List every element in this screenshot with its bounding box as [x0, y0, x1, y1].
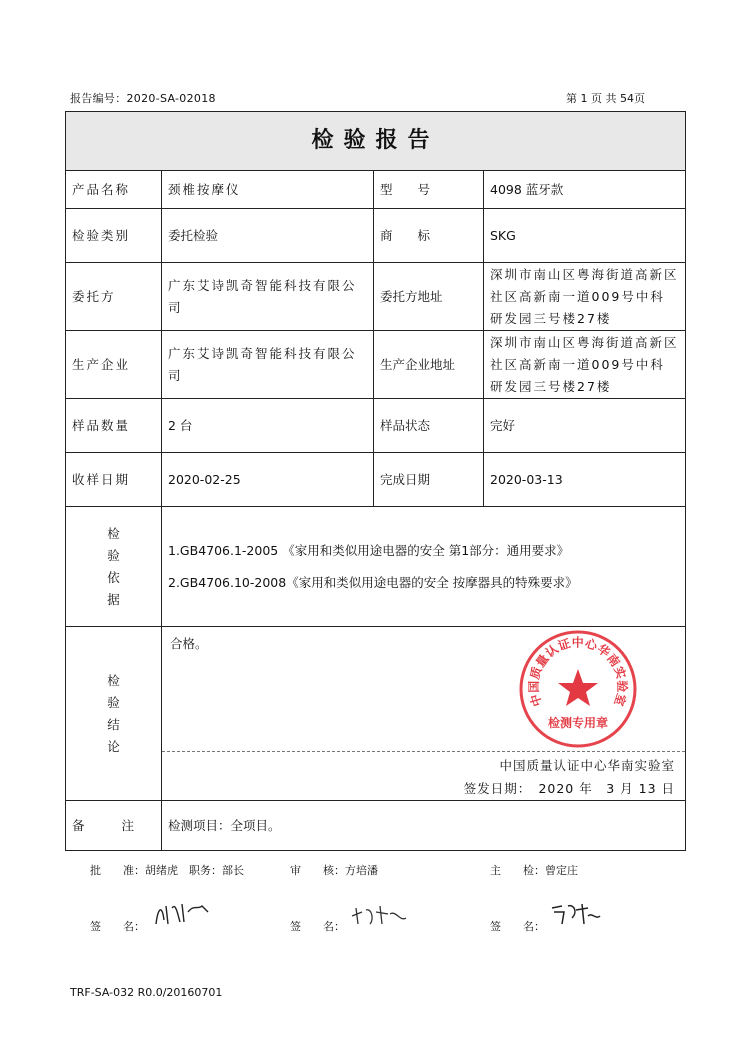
model-label: 型 号: [374, 171, 484, 209]
client-label: 委托方: [66, 263, 162, 331]
brand-label: 商 标: [374, 209, 484, 263]
client-value: 广东艾诗凯奇智能科技有限公司: [162, 263, 374, 331]
basis-item: 1.GB4706.1-2005 《家用和类似用途电器的安全 第1部分：通用要求》: [168, 542, 570, 558]
maker-address-value: 深圳市南山区粤海街道高新区社区高新南一道009号中科研发园三号楼27楼: [484, 331, 686, 399]
model-value: 4098 蓝牙款: [484, 171, 686, 209]
reviewer-sign-label: 签 名：: [290, 920, 345, 933]
product-name-value: 颈椎按摩仪: [162, 171, 374, 209]
state-value: 完好: [484, 399, 686, 453]
category-label: 检验类别: [66, 209, 162, 263]
issuing-organization: 中国质量认证中心华南实验室: [499, 758, 676, 773]
star-icon: [558, 669, 598, 706]
client-address-label: 委托方地址: [374, 263, 484, 331]
maker-address-label: 生产企业地址: [374, 331, 484, 399]
approver-signature: [152, 898, 212, 928]
approver-sign-label: 签 名：: [90, 920, 145, 933]
received-date-value: 2020-02-25: [162, 453, 374, 507]
received-date-label: 收样日期: [66, 453, 162, 507]
issue-date: 签发日期： 2020 年 3 月 13 日: [463, 781, 676, 796]
conclusion-content: [162, 627, 686, 801]
quantity-label: 样品数量: [66, 399, 162, 453]
inspector-signature: [548, 898, 602, 928]
official-seal: [516, 627, 640, 751]
inspector-sign-label: 签 名：: [490, 920, 545, 933]
basis-content: [162, 507, 686, 627]
brand-value: SKG: [484, 209, 686, 263]
remarks-label: 备 注: [66, 801, 162, 851]
approver: 批 准：胡绪虎 职务：部长: [90, 864, 244, 877]
report-number: 报告编号：2020-SA-02018: [70, 92, 216, 105]
basis-item: 2.GB4706.10-2008《家用和类似用途电器的安全 按摩器具的特殊要求》: [168, 574, 578, 590]
seal-text: 中国质量认证中心华南实验室: [526, 635, 630, 709]
report-title: 检验报告: [66, 112, 686, 171]
state-label: 样品状态: [374, 399, 484, 453]
reviewer-signature: [348, 900, 410, 928]
remarks-value: 检测项目：全项目。: [162, 801, 686, 851]
inspector: 主 检：曾定庄: [490, 864, 578, 877]
seal-subtext: 检测专用章: [547, 716, 609, 730]
report-table: [65, 111, 686, 851]
basis-label: 检 验 依 据: [66, 507, 162, 627]
category-value: 委托检验: [162, 209, 374, 263]
conclusion-label: 检 验 结 论: [66, 627, 162, 801]
page-info: 第 1 页 共 54页: [566, 92, 645, 105]
maker-label: 生产企业: [66, 331, 162, 399]
completed-date-value: 2020-03-13: [484, 453, 686, 507]
product-name-label: 产品名称: [66, 171, 162, 209]
dashed-divider: [162, 751, 685, 752]
maker-value: 广东艾诗凯奇智能科技有限公司: [162, 331, 374, 399]
reviewer: 审 核：方培潘: [290, 864, 378, 877]
quantity-value: 2 台: [162, 399, 374, 453]
form-number: TRF-SA-032 R0.0/20160701: [70, 986, 223, 999]
client-address-value: 深圳市南山区粤海街道高新区社区高新南一道009号中科研发园三号楼27楼: [484, 263, 686, 331]
conclusion-text: 合格。: [170, 636, 208, 651]
completed-date-label: 完成日期: [374, 453, 484, 507]
